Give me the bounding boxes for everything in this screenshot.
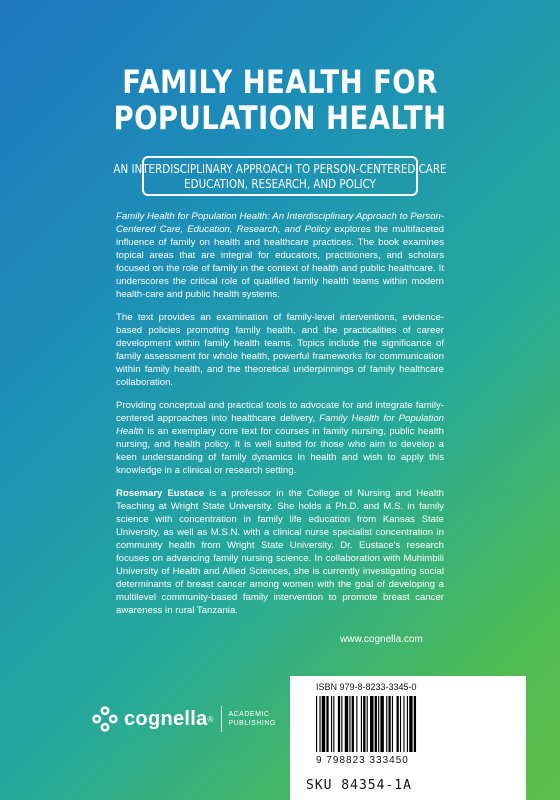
book-title-italic: Family Health for Population Health: An Interdisciplinary Approach to Person-Centered Care, Education, Research, and Policy bbox=[116, 211, 444, 235]
author-bio-text: is a professor in the College of Nursing and Health Teaching at Wright State University. She holds a Ph.D. and M.S. in family science with concentration in family life education from Kansas State University, as well as M.S.N. with a clinical nurse specialist concentration in community health from Wright State University. Dr. Eustace's research focuses on advancing family nursing science. In collaboration with Muhimbili University of Health and Allied Sciences, she is currently investigating social determinants of breast cancer among women with the goal of developing a multilevel community-based family intervention to promote breast cancer awareness in rural Tanzania. bbox=[116, 488, 444, 616]
brand-divider bbox=[221, 706, 222, 732]
barcode-icon bbox=[316, 696, 504, 752]
brand-name: cognella bbox=[124, 707, 208, 730]
description-body bbox=[116, 210, 444, 627]
subtitle-line-2: EDUCATION, RESEARCH, AND POLICY bbox=[184, 177, 376, 191]
brand-subtitle bbox=[228, 710, 275, 728]
barcode-digits: 9 798823 333450 bbox=[316, 755, 409, 766]
brand-subtitle-line-1: ACADEMIC bbox=[228, 711, 270, 718]
description-paragraph-1 bbox=[116, 210, 444, 301]
sku-label: SKU 84354-1A bbox=[306, 778, 412, 793]
paragraph-text: explores the multifaceted influence of family on health and healthcare practices. The book examines topical areas that are integral for educators, practitioners, and scholars focused on the role of family in the context of health and public healthcare. It underscores the critical role of qualified family health teams within modern health-care and public health systems. bbox=[116, 224, 444, 300]
cognella-flower-icon bbox=[90, 704, 120, 734]
paragraph-text: is an exemplary core text for courses in family nursing, public health nursing, and health policy. It is well suited for those who aim to develop a keen understanding of family dynamics in health and wish to apply this knowledge in a clinical or research setting. bbox=[116, 426, 444, 476]
publisher-url: www.cognella.com bbox=[340, 634, 423, 645]
barcode-panel bbox=[290, 676, 526, 800]
description-paragraph-3 bbox=[116, 399, 444, 477]
paragraph-text: Providing conceptual and practical tools to advocate for and integrate family-centered approaches into healthcare delivery, bbox=[116, 400, 444, 424]
isbn-label: ISBN 979-8-8233-3345-0 bbox=[316, 682, 417, 692]
publisher-logo bbox=[90, 704, 276, 734]
subtitle-line-1: AN INTERDISCIPLINARY APPROACH TO PERSON-CENTERED CARE bbox=[113, 162, 447, 176]
book-title-line-2: POPULATION HEALTH bbox=[113, 99, 447, 137]
brand-subtitle-line-2: PUBLISHING bbox=[228, 720, 276, 727]
registered-mark: ® bbox=[207, 714, 214, 724]
author-bio bbox=[116, 487, 444, 617]
description-paragraph-2: The text provides an examination of family-level interventions, evidence-based policies promoting family health, and the practicalities of career development within family health teams. Topics include the significance of family assessment for whole health, powerful frameworks for communication within family health, and the theoretical underpinnings of family healthcare collaboration. bbox=[116, 312, 444, 388]
author-name: Rosemary Eustace bbox=[116, 488, 205, 499]
book-title-italic: Family Health for Population Health bbox=[116, 413, 444, 437]
book-title-line-1: FAMILY HEALTH FOR bbox=[122, 63, 438, 101]
